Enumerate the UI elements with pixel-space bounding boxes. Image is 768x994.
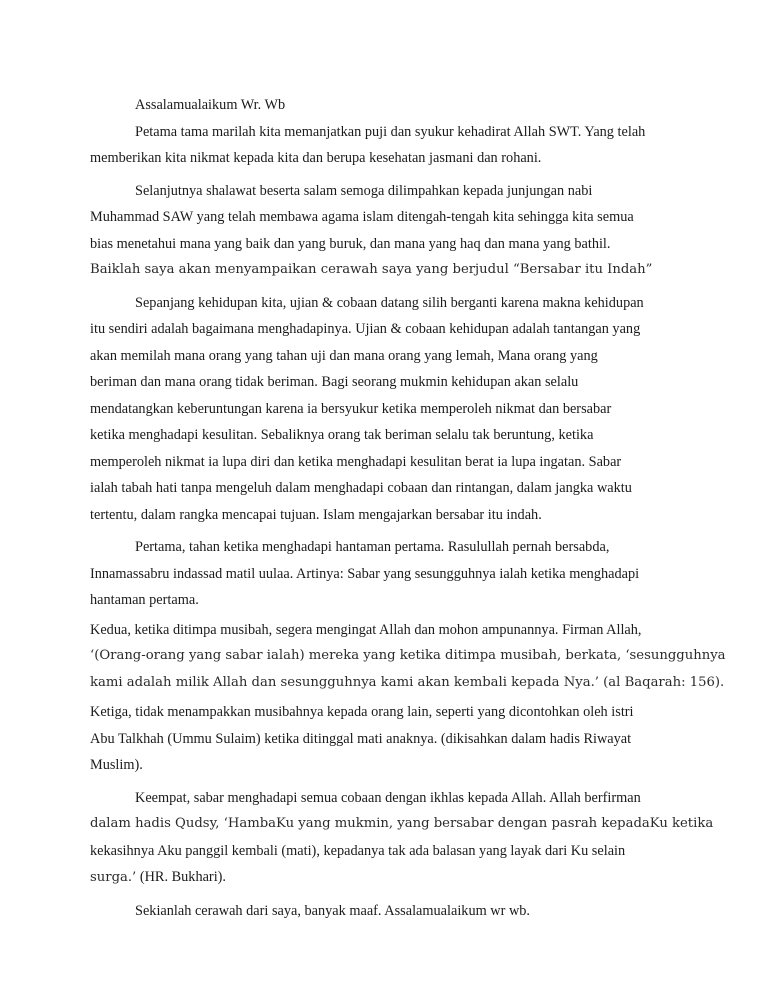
text-line: Kedua, ketika ditimpa musibah, segera mengingat Allah dan mohon ampunannya. Firman Allah, bbox=[90, 621, 642, 638]
text-line: memberikan kita nikmat kepada kita dan berupa kesehatan jasmani dan rohani. bbox=[90, 150, 542, 166]
hadith-quote-line: dalam hadis Qudsy, ‘HambaKu yang mukmin, yang bersabar dengan pasrah kepadaKu ketika bbox=[90, 816, 714, 831]
text-line: beriman dan mana orang tidak beriman. Bagi seorang mukmin kehidupan akan selalu bbox=[90, 374, 579, 390]
text-line: akan memilah mana orang yang tahan uji dan mana orang yang lemah, Mana orang yang bbox=[90, 347, 598, 364]
text-line: kekasihnya Aku panggil kembali (mati), kepadanya tak ada balasan yang layak dari Ku selain bbox=[90, 842, 626, 859]
text-line: memperoleh nikmat ia lupa diri dan ketika menghadapi kesulitan berat ia lupa ingatan. Sabar bbox=[90, 453, 622, 470]
text-line: Sepanjang kehidupan kita, ujian & cobaan datang silih berganti karena makna kehidupan bbox=[135, 294, 644, 311]
text-line: Innamassabru indassad matil uulaa. Artinya: Sabar yang sesungguhnya ialah ketika menghadapi bbox=[90, 565, 640, 582]
greeting-line: Assalamualaikum Wr. Wb bbox=[135, 97, 286, 113]
text-line bbox=[90, 864, 690, 892]
quran-quote-line: kami adalah milik Allah dan sesungguhnya kami akan kembali kepada Nya.’ (al Baqarah: 156). bbox=[90, 674, 725, 690]
paragraph-third-point bbox=[90, 699, 690, 779]
text-line: ialah tabah hati tanpa mengeluh dalam menghadapi cobaan dan rintangan, dalam jangka waktu bbox=[90, 480, 632, 496]
text-line: hantaman pertama. bbox=[90, 592, 199, 608]
text-line: Ketiga, tidak menampakkan musibahnya kepada orang lain, seperti yang dicontohkan oleh istri bbox=[90, 704, 634, 720]
text-line: Petama tama marilah kita memanjatkan puji dan syukur kehadirat Allah SWT. Yang telah bbox=[135, 123, 646, 140]
paragraph-fourth-point bbox=[90, 785, 714, 892]
paragraph-shalawat bbox=[90, 178, 690, 284]
paragraph-second-point bbox=[90, 617, 726, 697]
title-announcement-line: Baiklah saya akan menyampaikan cerawah saya yang berjudul “Bersabar itu Indah” bbox=[90, 262, 653, 277]
hadith-source: (HR. Bukhari). bbox=[136, 869, 227, 885]
text-line: Muhammad SAW yang telah membawa agama islam ditengah-tengah kita sehingga kita semua bbox=[90, 209, 634, 225]
closing-line: Sekianlah cerawah dari saya, banyak maaf. Assalamualaikum wr wb. bbox=[135, 902, 531, 919]
text-line: tertentu, dalam rangka mencapai tujuan. Islam mengajarkan bersabar itu indah. bbox=[90, 506, 542, 523]
paragraph-life-trials bbox=[90, 290, 690, 529]
paragraph-opening-praise bbox=[90, 119, 690, 172]
text-line: bias menetahui mana yang baik dan yang buruk, dan mana yang haq dan mana yang bathil. bbox=[90, 235, 611, 252]
document-page bbox=[90, 92, 726, 924]
text-line: Selanjutnya shalawat beserta salam semoga dilimpahkan kepada junjungan nabi bbox=[135, 182, 593, 199]
text-line: itu sendiri adalah bagaimana menghadapinya. Ujian & cobaan kehidupan adalah tantangan yang bbox=[90, 321, 641, 337]
text-line: Muslim). bbox=[90, 757, 143, 773]
text-line: Pertama, tahan ketika menghadapi hantaman pertama. Rasulullah pernah bersabda, bbox=[135, 539, 610, 555]
quran-quote-line: ‘(Orang-orang yang sabar ialah) mereka yang ketika ditimpa musibah, berkata, ‘sesungguhnya bbox=[90, 648, 726, 663]
text-line: Abu Talkhah (Ummu Sulaim) ketika ditinggal mati anaknya. (dikisahkan dalam hadis Riwayat bbox=[90, 730, 632, 747]
text-line: mendatangkan keberuntungan karena ia bersyukur ketika memperoleh nikmat dan bersabar bbox=[90, 400, 612, 417]
hadith-quote-end: surga.’ bbox=[90, 870, 137, 885]
text-line: Keempat, sabar menghadapi semua cobaan dengan ikhlas kepada Allah. Allah berfirman bbox=[135, 789, 641, 806]
text-line: ketika menghadapi kesulitan. Sebaliknya orang tak beriman selalu tak beruntung, ketika bbox=[90, 427, 594, 443]
paragraph-first-point bbox=[90, 534, 690, 614]
